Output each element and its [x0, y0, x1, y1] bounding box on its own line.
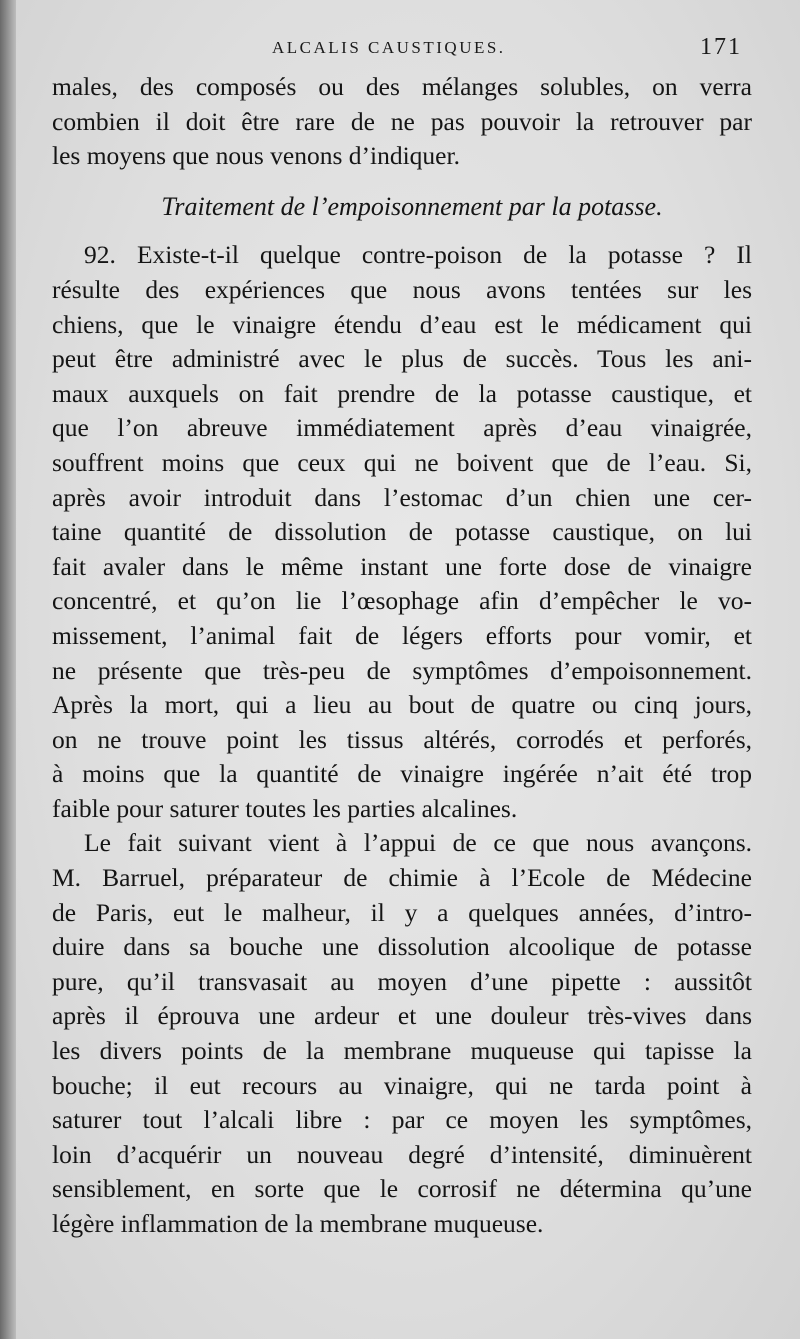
- text-line: légère inflammation de la membrane muqueuse.: [52, 1209, 544, 1238]
- text-line: que l’on abreuve immédiatement après d’eau vinaigrée,: [52, 413, 752, 443]
- text-line: duire dans sa bouche une dissolution alcoolique de potasse: [52, 932, 752, 962]
- paragraph-barruel: [52, 826, 752, 1241]
- text-line: fait avaler dans le même instant une forte dose de vinaigre: [52, 551, 752, 581]
- section-heading: Traitement de l’empoisonnement par la potasse.: [161, 191, 663, 221]
- text-line: males, des composés ou des mélanges solubles, on verra: [52, 72, 752, 101]
- text-line: bouche; il eut recours au vinaigre, qui ne tarda point à: [52, 1070, 752, 1100]
- text-line: les moyens que nous venons d’indiquer.: [52, 141, 460, 171]
- text-line: pure, qu’il transvasait au moyen d’une pipette : aussitôt: [52, 966, 752, 996]
- text-line: taine quantité de dissolution de potasse caustique, on lui: [52, 517, 752, 547]
- page-text: [52, 70, 752, 1242]
- text-line: faible pour saturer toutes les parties alcalines.: [52, 793, 518, 823]
- page-gutter-shadow: [0, 0, 16, 1339]
- text-line: M. Barruel, préparateur de chimie à l’Ecole de Médecine: [52, 863, 752, 893]
- text-line: résulte des expériences que nous avons tentées sur les: [52, 274, 752, 304]
- text-line: maux auxquels on fait prendre de la potasse caustique, et: [52, 378, 752, 408]
- text-line: à moins que la quantité de vinaigre ingérée n’ait été trop: [52, 759, 752, 789]
- text-line: les divers points de la membrane muqueuse qui tapisse la: [52, 1036, 752, 1066]
- text-line: peut être administré avec le plus de succès. Tous les ani-: [52, 344, 752, 374]
- intro-paragraph: [52, 70, 752, 174]
- text-line: après avoir introduit dans l’estomac d’un chien une cer-: [52, 482, 752, 512]
- text-line: Après la mort, qui a lieu au bout de quatre ou cinq jours,: [52, 690, 752, 720]
- text-line: concentré, et qu’on lie l’œsophage afin d’empêcher le vo-: [52, 586, 752, 616]
- running-title: ALCALIS CAUSTIQUES.: [272, 38, 506, 57]
- text-line: ne présente que très-peu de symptômes d’empoisonnement.: [52, 655, 752, 685]
- text-line: Le fait suivant vient à l’appui de ce que nous avançons.: [84, 828, 752, 858]
- text-line: 92. Existe-t-il quelque contre-poison de la potasse ? Il: [84, 240, 752, 270]
- text-line: chiens, que le vinaigre étendu d’eau est le médicament qui: [52, 309, 752, 339]
- page-header: [0, 36, 800, 66]
- paragraph-92: [52, 238, 752, 826]
- text-line: loin d’acquérir un nouveau degré d’intensité, diminuèrent: [52, 1139, 752, 1169]
- text-line: sensiblement, en sorte que le corrosif ne détermina qu’une: [52, 1174, 752, 1204]
- page-number: 171: [700, 34, 742, 60]
- text-line: saturer tout l’alcali libre : par ce moyen les symptômes,: [52, 1105, 752, 1135]
- text-line: après il éprouva une ardeur et une douleur très-vives dans: [52, 1001, 752, 1031]
- text-line: on ne trouve point les tissus altérés, corrodés et perforés,: [52, 724, 752, 754]
- text-line: de Paris, eut le malheur, il y a quelques années, d’intro-: [52, 897, 752, 927]
- text-line: souffrent moins que ceux qui ne boivent que de l’eau. Si,: [52, 447, 752, 477]
- text-line: missement, l’animal fait de légers efforts pour vomir, et: [52, 620, 752, 650]
- text-line: combien il doit être rare de ne pas pouvoir la retrouver par: [52, 106, 752, 136]
